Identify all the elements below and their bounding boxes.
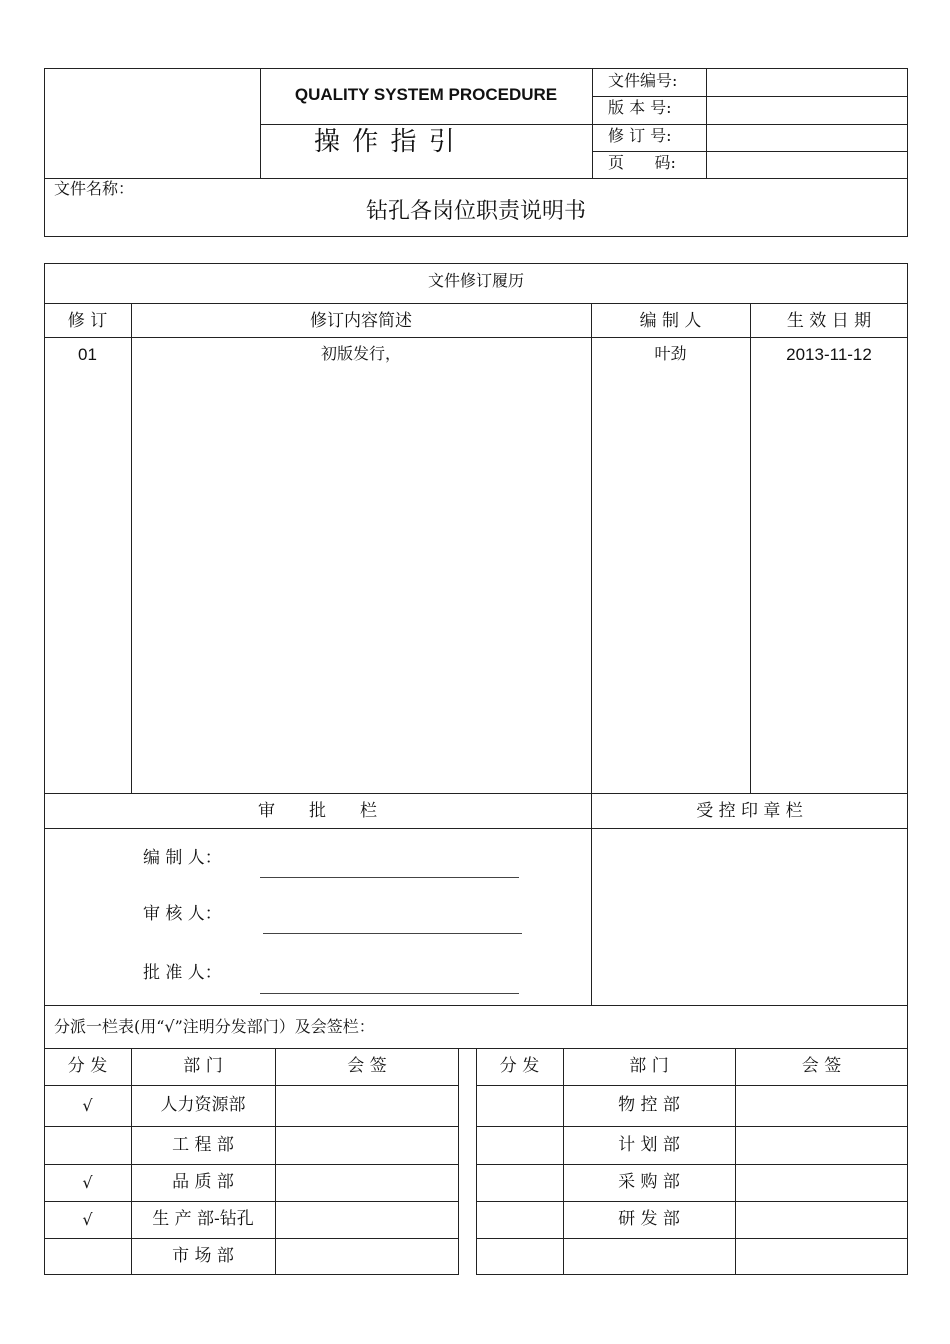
revision-content: 初版发行， [320, 344, 401, 363]
distribution-title: 分派一栏表(用“√”注明分发部门）及会签栏： [54, 1017, 375, 1036]
doc-name: 钻孔各岗位职责说明书 [365, 199, 586, 224]
meta-label-page: 页 码: [608, 153, 676, 172]
meta-label-revision: 修 订 号: [608, 126, 672, 145]
signature-line-reviewer [263, 933, 522, 934]
revision-author: 叶劲 [654, 344, 687, 363]
dist-dept-material-control: 物 控 部 [618, 1095, 680, 1115]
dist-dept-hr: 人力资源部 [160, 1095, 246, 1115]
dist-check-hr[interactable]: √ [82, 1096, 93, 1115]
title-cn: 操 作 指 引 [314, 127, 457, 157]
col-header-date: 生 效 日 期 [786, 311, 872, 331]
revision-title: 文件修订履历 [427, 271, 524, 290]
approval-title: 审 批 栏 [258, 801, 377, 821]
signer-label-preparer: 编 制 人： [143, 848, 222, 868]
distribution-table-left [44, 1048, 459, 1275]
dist-check-production[interactable]: √ [82, 1210, 93, 1229]
signature-line-approver [260, 993, 519, 994]
dist-check-quality[interactable]: √ [82, 1173, 93, 1192]
right-col-header-sign: 会 签 [801, 1056, 842, 1076]
dist-dept-marketing: 市 场 部 [172, 1246, 234, 1266]
dist-dept-purchasing: 采 购 部 [618, 1172, 680, 1192]
right-col-header-dept: 部 门 [629, 1056, 669, 1076]
meta-label-doc-number: 文件编号: [608, 71, 678, 90]
meta-label-version: 版 本 号: [608, 98, 672, 117]
col-header-revision: 修 订 [67, 311, 108, 331]
left-col-header-dept: 部 门 [183, 1056, 223, 1076]
col-header-author: 编 制 人 [639, 311, 702, 331]
revision-box [44, 263, 908, 1006]
title-en: QUALITY SYSTEM PROCEDURE [294, 85, 558, 104]
doc-name-label: 文件名称： [54, 179, 135, 198]
dist-dept-production: 生 产 部-钻孔 [152, 1209, 254, 1229]
revision-number: 01 [78, 345, 97, 364]
dist-dept-quality: 品 质 部 [172, 1172, 234, 1192]
signature-line-preparer [260, 877, 519, 878]
dist-dept-rnd: 研 发 部 [618, 1209, 680, 1229]
dist-dept-planning: 计 划 部 [618, 1135, 680, 1155]
signer-label-reviewer: 审 核 人： [143, 904, 222, 924]
dist-dept-engineering: 工 程 部 [172, 1135, 234, 1155]
stamp-title: 受 控 印 章 栏 [696, 801, 803, 821]
col-header-content: 修订内容简述 [310, 311, 412, 331]
right-col-header-distribute: 分 发 [499, 1056, 540, 1076]
signer-label-approver: 批 准 人： [143, 963, 222, 983]
left-col-header-sign: 会 签 [347, 1056, 387, 1076]
distribution-table-right [476, 1048, 908, 1275]
left-col-header-distribute: 分 发 [67, 1056, 108, 1076]
revision-date: 2013-11-12 [786, 345, 872, 364]
